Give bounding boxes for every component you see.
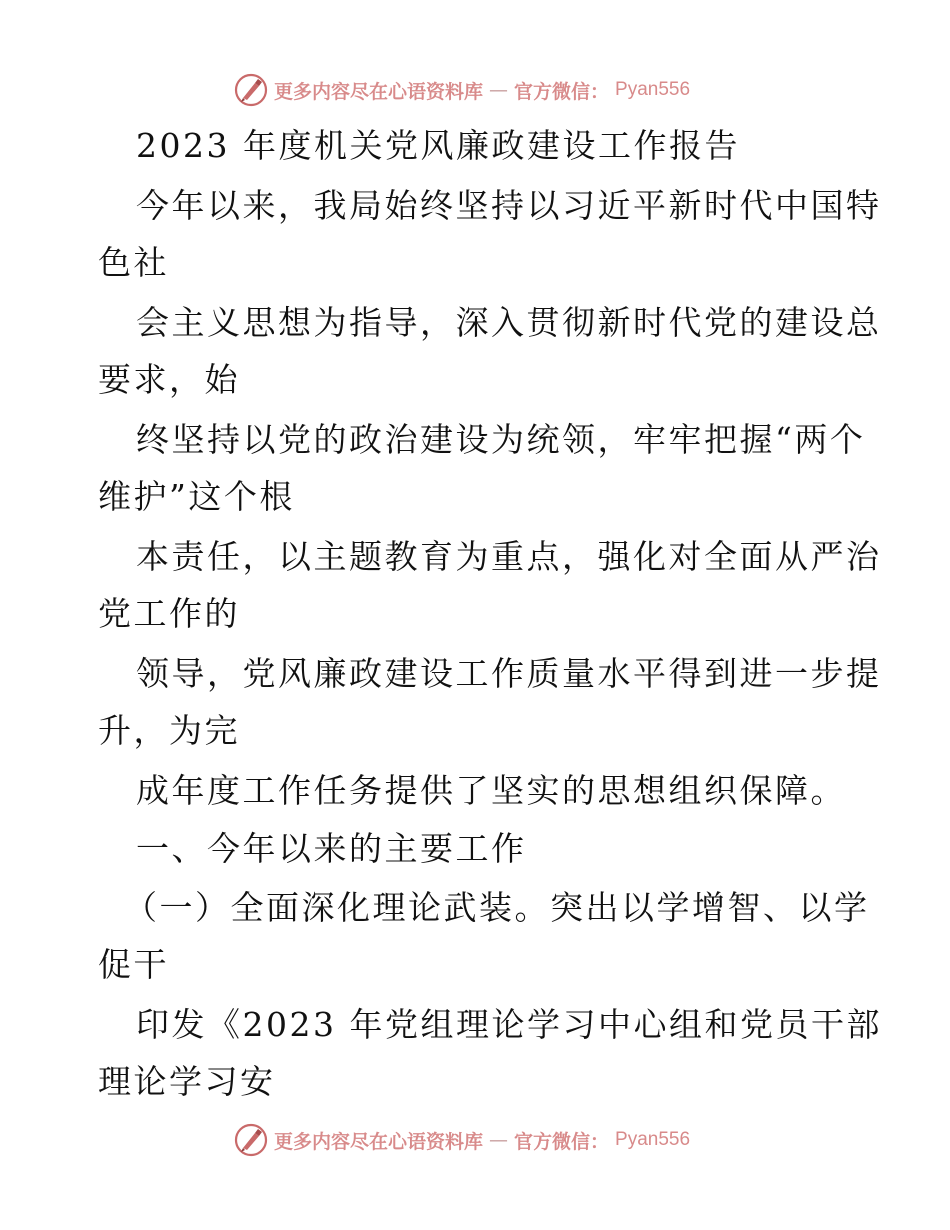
paragraph-line: 要求，始 (98, 360, 240, 399)
subsection-heading: （一）全面深化理论武装。突出以学增智、以学 (124, 888, 870, 927)
pen-logo-icon (234, 1123, 268, 1157)
paragraph-line: 会主义思想为指导，深入贯彻新时代党的建设总 (136, 303, 882, 342)
footer-watermark (234, 1122, 754, 1158)
paragraph-line: 领导，党风廉政建设工作质量水平得到进一步提 (136, 654, 882, 693)
watermark-account: Pyan556 (615, 1129, 691, 1150)
watermark-text: 更多内容尽在心语资料库 (274, 80, 484, 103)
watermark-account-label: 官方微信： (514, 1130, 610, 1153)
paragraph-line: 升，为完 (98, 711, 240, 750)
paragraph-line: 维护”这个根 (98, 477, 295, 516)
watermark-separator: — (489, 1129, 509, 1151)
paragraph-line: 理论学习安 (98, 1062, 276, 1101)
paragraph-line: 促干 (98, 945, 169, 984)
document-title: 2023 年度机关党风廉政建设工作报告 (136, 126, 740, 165)
paragraph-line: 色社 (98, 243, 169, 282)
paragraph-line: 成年度工作任务提供了坚实的思想组织保障。 (136, 771, 846, 810)
header-watermark (234, 72, 754, 108)
paragraph-line: 终坚持以党的政治建设为统领，牢牢把握“两个 (136, 420, 866, 459)
pen-logo-icon (234, 73, 268, 107)
paragraph-line: 印发《2023 年党组理论学习中心组和党员干部 (136, 1005, 882, 1044)
watermark-account-label: 官方微信： (514, 80, 610, 103)
paragraph-line: 党工作的 (98, 594, 240, 633)
section-heading: 一、今年以来的主要工作 (136, 829, 527, 868)
paragraph-line: 本责任，以主题教育为重点，强化对全面从严治 (136, 537, 882, 576)
watermark-text: 更多内容尽在心语资料库 (274, 1130, 484, 1153)
watermark-account: Pyan556 (615, 79, 691, 100)
watermark-separator: — (489, 79, 509, 101)
paragraph-line: 今年以来，我局始终坚持以习近平新时代中国特 (136, 186, 882, 225)
